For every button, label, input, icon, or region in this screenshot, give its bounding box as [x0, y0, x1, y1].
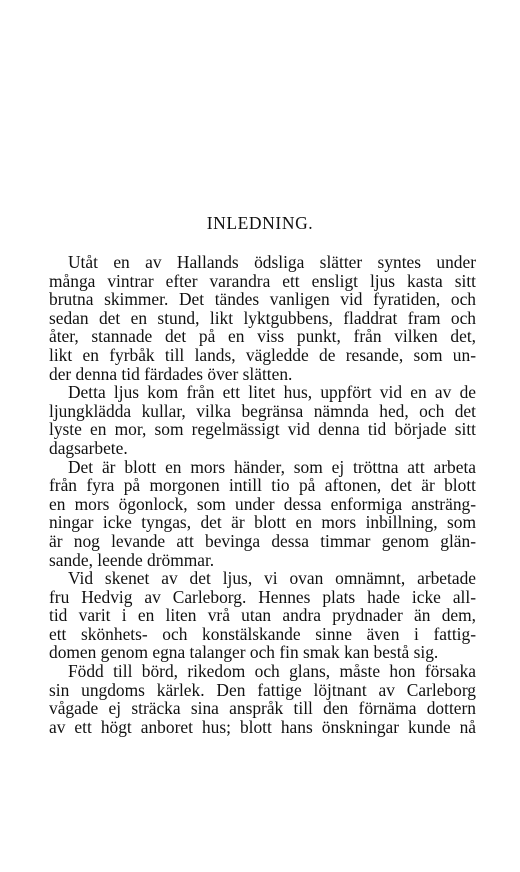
text-line: dagsarbete. — [49, 437, 128, 458]
text-line: domen genom egna talanger och fin smak kan bestå sig. — [49, 642, 439, 663]
chapter-heading: INLEDNING. — [206, 213, 314, 233]
text-line: sin ungdoms kärlek. Den fattige löjtnant av Carleborg — [49, 679, 476, 700]
text-line: åter, stannade det på en viss punkt, från vilken det, — [49, 326, 476, 347]
text-line: vågade ej sträcka sina anspråk till den förnäma dottern — [49, 698, 476, 719]
text-line: Detta ljus kom från ett litet hus, uppfört vid en av de — [68, 382, 476, 403]
text-line: Utåt en av Hallands ödsliga slätter syntes under — [68, 252, 476, 272]
text-line: der denna tid färdades över slätten. — [49, 363, 293, 384]
text-line: många vintrar efter varandra ett ensligt ljus kasta sitt — [49, 270, 476, 291]
text-line: ningar icke tyngas, det är blott en mors inbillning, som — [49, 512, 476, 533]
text-line: tid varit i en liten vrå utan andra prydnader än dem, — [49, 605, 476, 626]
text-line: sedan det en stund, likt lyktgubbens, fladdrat fram och — [49, 307, 476, 328]
text-line: en mors ögonlock, som under dessa enformiga ansträng- — [49, 493, 476, 514]
text-line: lyste en mor, som regelmässigt vid denna tid började sitt — [49, 419, 476, 440]
text-line: är nog levande att bevinga dessa timmar genom glän- — [49, 530, 476, 551]
text-line: från fyra på morgonen intill tio på aftonen, det är blott — [49, 475, 476, 496]
body-text — [49, 253, 476, 736]
text-line: Vid skenet av det ljus, vi ovan omnämnt, arbetade — [68, 568, 476, 589]
text-line: ljungklädda kullar, vilka begränsa nämnda hed, och det — [49, 400, 476, 421]
text-line: Född till börd, rikedom och glans, måste hon försaka — [68, 661, 476, 682]
text-line: fru Hedvig av Carleborg. Hennes plats hade icke all- — [49, 586, 476, 607]
text-line: Det är blott en mors händer, som ej tröttna att arbeta — [68, 456, 476, 477]
text-line: brutna skimmer. Det tändes vanligen vid fyratiden, och — [49, 289, 476, 310]
text-line: ett skönhets- och konstälskande sinne även i fattig- — [49, 623, 476, 644]
text-line: av ett högt anboret hus; blott hans önskningar kunde nå — [49, 716, 476, 737]
text-line: sande, leende drömmar. — [49, 549, 215, 570]
text-line: likt en fyrbåk till lands, vägledde de resande, som un- — [49, 344, 476, 365]
